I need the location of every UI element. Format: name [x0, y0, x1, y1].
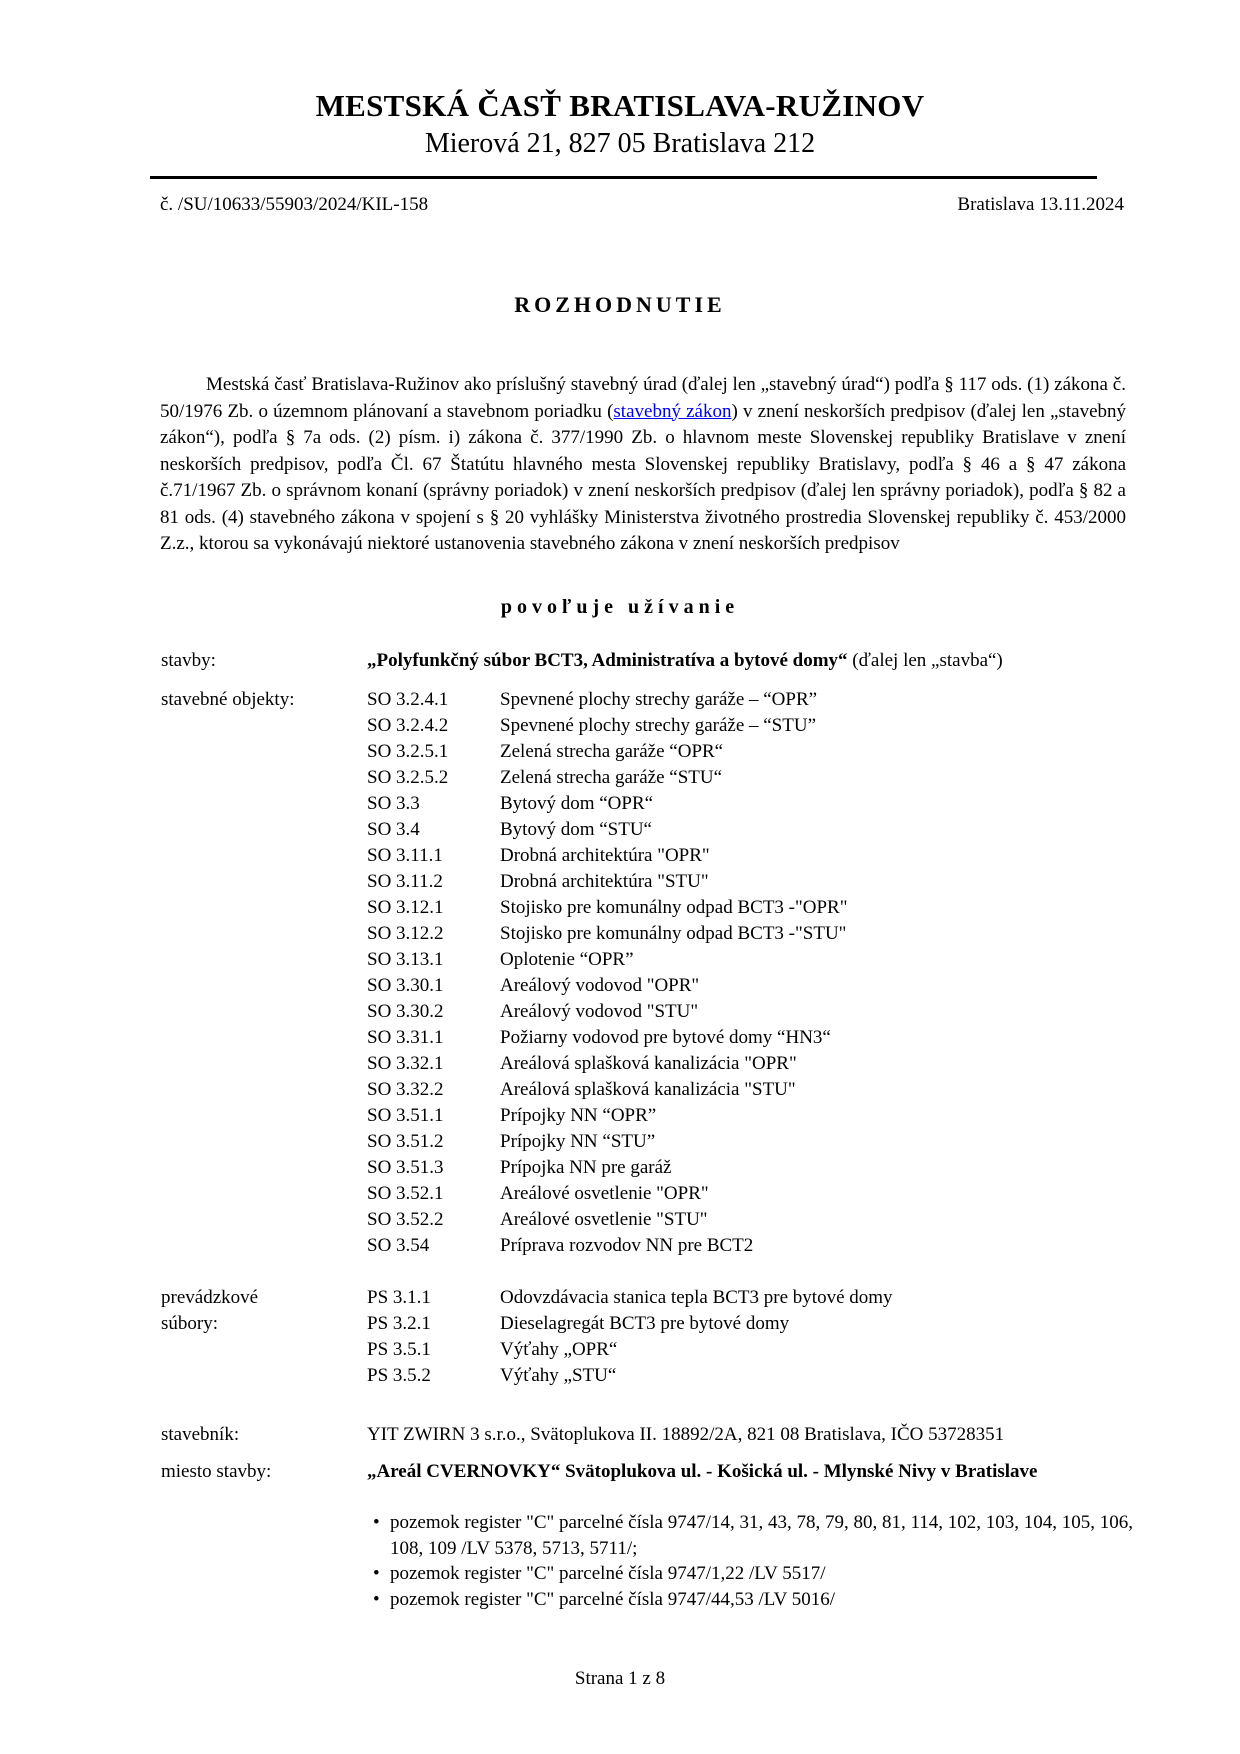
operational-set-row	[367, 1363, 616, 1389]
object-name: Prípojky NN “OPR”	[500, 1105, 657, 1126]
object-name: Prípojka NN pre garáž	[500, 1157, 672, 1178]
object-name: Oplotenie “OPR”	[500, 949, 634, 970]
office-title: MESTSKÁ ČASŤ BRATISLAVA-RUŽINOV	[315, 88, 925, 123]
building-object-row	[367, 973, 699, 999]
set-code: PS 3.5.1	[367, 1339, 431, 1360]
construction-name: „Polyfunkčný súbor BCT3, Administratíva a bytové domy“	[367, 650, 848, 671]
set-code: PS 3.5.2	[367, 1365, 431, 1386]
site-label: miesto stavby:	[161, 1461, 272, 1482]
building-object-row	[367, 1129, 655, 1155]
building-object-row	[367, 1077, 796, 1103]
building-object-row	[367, 817, 652, 843]
object-name: Bytový dom “OPR“	[500, 793, 654, 814]
object-code: SO 3.52.2	[367, 1209, 444, 1230]
page-number: Strana 1 z 8	[574, 1668, 666, 1689]
operational-sets-label-2: súbory:	[161, 1313, 218, 1334]
parcel-item	[370, 1587, 1150, 1613]
parcel-text: pozemok register "C" parcelné čísla 9747/1,22 /LV 5517/	[390, 1563, 826, 1584]
object-name: Stojisko pre komunálny odpad BCT3 -"STU"	[500, 923, 847, 944]
object-code: SO 3.32.2	[367, 1079, 444, 1100]
object-code: SO 3.31.1	[367, 1027, 444, 1048]
object-name: Stojisko pre komunálny odpad BCT3 -"OPR"	[500, 897, 848, 918]
building-object-row	[367, 765, 722, 791]
site-value: „Areál CVERNOVKY“ Svätoplukova ul. - Košická ul. - Mlynské Nivy v Bratislave	[367, 1461, 1038, 1482]
object-name: Zelená strecha garáže “OPR“	[500, 741, 724, 762]
building-object-row	[367, 921, 846, 947]
object-code: SO 3.11.1	[367, 845, 443, 866]
object-code: SO 3.4	[367, 819, 420, 840]
object-code: SO 3.12.1	[367, 897, 444, 918]
intro-text-1: Mestská časť Bratislava-Ružinov ako príslušný stavebný úrad (ďalej len „stavebný úrad“) podľa § 117 ods. (1) zákona č. 50/1976 Zb. o územnom plánovaní a stavebnom poriadku (	[160, 374, 1126, 422]
building-object-row	[367, 1181, 709, 1207]
building-objects-label: stavebné objekty:	[161, 689, 295, 710]
object-code: SO 3.51.2	[367, 1131, 444, 1152]
set-code: PS 3.1.1	[367, 1287, 431, 1308]
builder-value: YIT ZWIRN 3 s.r.o., Svätoplukova II. 18892/2A, 821 08 Bratislava, IČO 53728351	[367, 1424, 1005, 1445]
object-code: SO 3.30.2	[367, 1001, 444, 1022]
decision-title: ROZHODNUTIE	[514, 292, 726, 317]
object-code: SO 3.54	[367, 1235, 430, 1256]
building-object-row	[367, 1155, 671, 1181]
bullet-icon: •	[373, 1588, 380, 1610]
object-code: SO 3.2.5.1	[367, 741, 449, 762]
object-name: Prípojky NN “STU”	[500, 1131, 656, 1152]
bullet-icon: •	[373, 1512, 380, 1533]
building-object-row	[367, 739, 723, 765]
object-code: SO 3.13.1	[367, 949, 444, 970]
building-object-row	[367, 1233, 753, 1259]
object-name: Spevnené plochy strechy garáže – “STU”	[500, 715, 817, 736]
object-name: Areálový vodovod "OPR"	[500, 975, 700, 996]
building-object-row	[367, 1207, 708, 1233]
object-code: SO 3.32.1	[367, 1053, 444, 1074]
object-code: SO 3.30.1	[367, 975, 444, 996]
object-name: Príprava rozvodov NN pre BCT2	[500, 1235, 754, 1256]
operational-set-row	[367, 1285, 893, 1311]
set-name: Výťahy „STU“	[500, 1365, 617, 1386]
object-name: Spevnené plochy strechy garáže – “OPR”	[500, 689, 818, 710]
building-object-row	[367, 687, 817, 713]
building-object-row	[367, 843, 710, 869]
building-object-row	[367, 947, 634, 973]
building-object-row	[367, 999, 698, 1025]
bullet-icon: •	[373, 1563, 380, 1584]
building-object-row	[367, 869, 709, 895]
building-object-row	[367, 1051, 797, 1077]
place-date: Bratislava 13.11.2024	[957, 194, 1124, 215]
builder-label: stavebník:	[161, 1424, 240, 1445]
parcel-text: pozemok register "C" parcelné čísla 9747/14, 31, 43, 78, 79, 80, 81, 114, 102, 103, 104, 105, 106, 108, 109 /LV 5378, 5713, 5711/;	[390, 1512, 1134, 1559]
building-object-row	[367, 791, 653, 817]
operational-sets-label-1: prevádzkové	[161, 1287, 259, 1308]
object-name: Bytový dom “STU“	[500, 819, 652, 840]
intro-text-2: ) v znení neskorších predpisov (ďalej len „stavebný zákon“), podľa § 7a ods. (2) písm. i) zákona č. 377/1990 Zb. o hlavnom meste Slovenskej republiky Bratislave v znení neskorších predpisov, podľa Čl. 67 Štatútu hlavného mesta Slovenskej republiky Bratislavy, podľa § 46 a § 47 zákona č.71/1967 Zb. o správnom konaní (správny poriadok) v znení neskorších predpisov (ďalej len správny poriadok), podľa § 82 a 81 ods. (4) stavebného zákona v spojení s § 20 vyhlášky Ministerstva životného prostredia Slovenskej republiky č. 453/2000 Z.z., ktorou sa vykonávajú niektoré ustanovenia stavebného zákona v znení neskorších predpisov	[160, 400, 1127, 554]
object-code: SO 3.2.5.2	[367, 767, 449, 788]
object-name: Areálové osvetlenie "STU"	[500, 1209, 708, 1230]
object-code: SO 3.52.1	[367, 1183, 444, 1204]
object-name: Zelená strecha garáže “STU“	[500, 767, 723, 788]
stavebny-zakon-link[interactable]: stavebný zákon	[613, 400, 732, 422]
object-code: SO 3.51.3	[367, 1157, 444, 1178]
set-name: Výťahy „OPR“	[500, 1339, 618, 1360]
building-object-row	[367, 713, 816, 739]
object-code: SO 3.12.2	[367, 923, 444, 944]
reference-number: č. /SU/10633/55903/2024/KIL-158	[160, 194, 429, 215]
operational-set-row	[367, 1337, 617, 1363]
parcel-text: pozemok register "C" parcelné čísla 9747/44,53 /LV 5016/	[390, 1588, 836, 1610]
object-name: Areálová splašková kanalizácia "STU"	[500, 1079, 796, 1100]
header-divider	[150, 176, 1097, 179]
object-name: Areálové osvetlenie "OPR"	[500, 1183, 709, 1204]
building-object-row	[367, 1103, 656, 1129]
construction-label: stavby:	[161, 650, 216, 671]
object-code: SO 3.51.1	[367, 1105, 444, 1126]
object-name: Požiarny vodovod pre bytové domy “HN3“	[500, 1027, 831, 1048]
set-name: Dieselagregát BCT3 pre bytové domy	[500, 1313, 790, 1334]
object-name: Drobná architektúra "STU"	[500, 871, 709, 892]
object-name: Areálový vodovod "STU"	[500, 1001, 699, 1022]
object-code: SO 3.3	[367, 793, 420, 814]
object-name: Drobná architektúra "OPR"	[500, 845, 710, 866]
operational-set-row	[367, 1311, 789, 1337]
building-object-row	[367, 1025, 831, 1051]
permit-heading: povoľuje užívanie	[500, 596, 740, 618]
intro-paragraph	[160, 372, 1126, 558]
set-code: PS 3.2.1	[367, 1313, 431, 1334]
object-code: SO 3.2.4.1	[367, 689, 449, 710]
construction-suffix: (ďalej len „stavba“)	[847, 650, 1003, 671]
construction-value	[367, 648, 1003, 674]
parcel-list	[370, 1510, 1150, 1612]
parcel-item	[370, 1510, 1150, 1561]
set-name: Odovzdávacia stanica tepla BCT3 pre bytové domy	[500, 1287, 893, 1308]
object-name: Areálová splašková kanalizácia "OPR"	[500, 1053, 797, 1074]
object-code: SO 3.2.4.2	[367, 715, 449, 736]
building-object-row	[367, 895, 847, 921]
object-code: SO 3.11.2	[367, 871, 443, 892]
parcel-item	[370, 1561, 1150, 1587]
office-address: Mierová 21, 827 05 Bratislava 212	[424, 128, 816, 159]
